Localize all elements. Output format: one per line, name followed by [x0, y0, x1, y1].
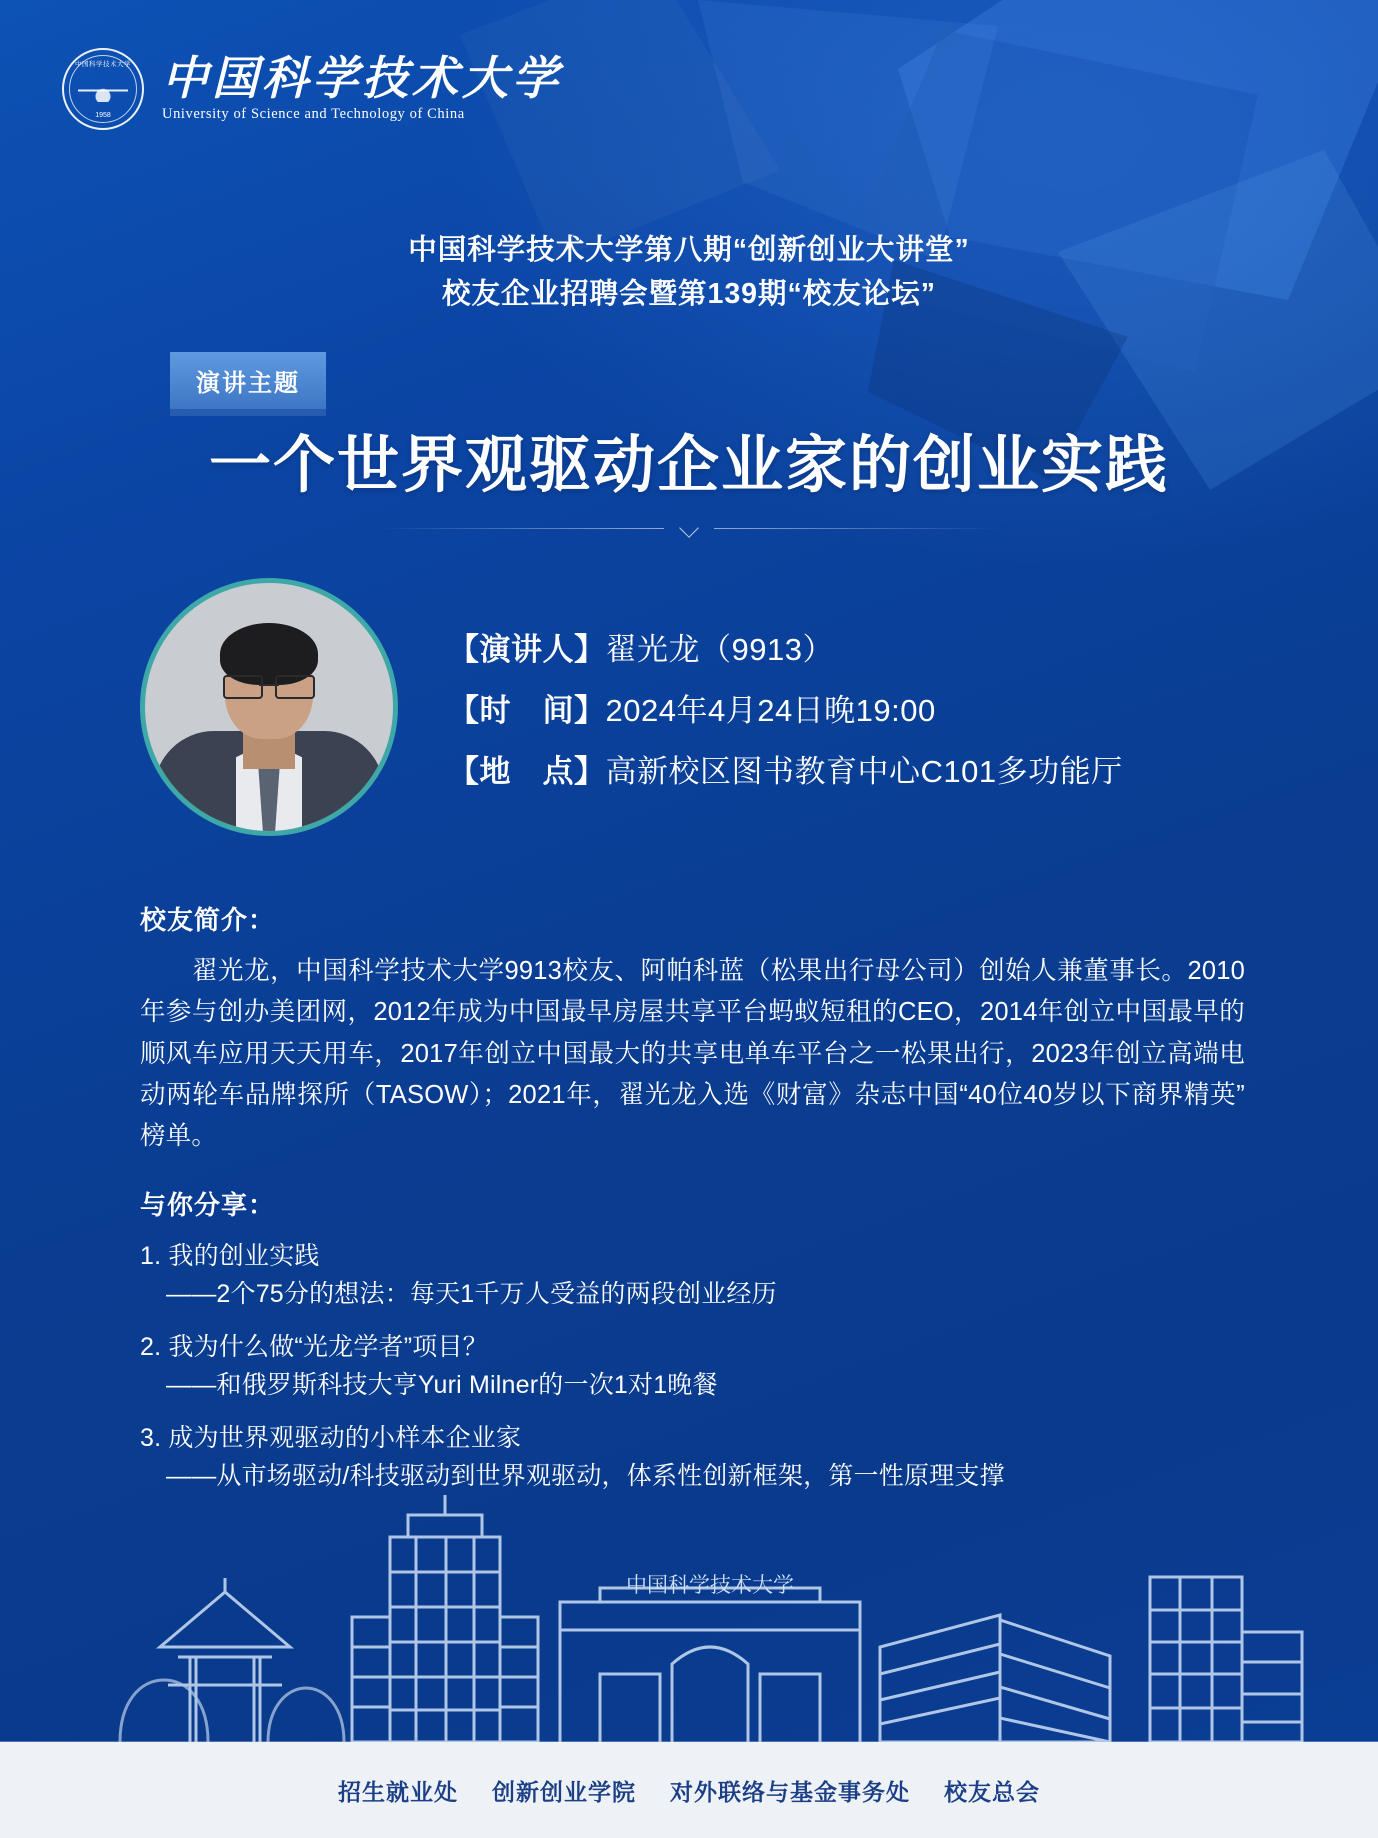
time-value: 2024年4月24日晚19:00	[605, 692, 936, 728]
share-heading: 与你分享：	[140, 1190, 276, 1220]
bio-section	[140, 900, 1245, 1157]
speaker-label: 【演讲人】	[448, 631, 606, 667]
academic-tower-icon	[352, 1495, 538, 1742]
speaker-value: 翟光龙（9913）	[605, 631, 834, 667]
topic-badge: 演讲主题	[170, 352, 326, 409]
share-item-detail: ——从市场驱动/科技驱动到世界观驱动，体系性创新框架，第一性原理支撑	[166, 1461, 1005, 1490]
speaker-block	[140, 578, 1123, 836]
bio-heading: 校友简介：	[140, 905, 276, 935]
event-title-block	[0, 228, 1378, 316]
share-item-question: 3. 成为世界观驱动的小样本企业家	[140, 1424, 522, 1452]
chevron-down-icon	[679, 518, 699, 538]
seal-emblem-icon	[78, 74, 128, 102]
bio-text: 翟光龙，中国科学技术大学9913校友、阿帕科蓝（松果出行母公司）创始人兼董事长。2010年参与创办美团网，2012年成为中国最早房屋共享平台蚂蚁短租的CEO，2014年创立中国最早的顺风车应用天天用车，2017年创立中国最大的共享电单车平台之一松果出行，2023年创立高端电动两轮车品牌探所（TASOW）；2021年，翟光龙入选《财富》杂志中国“40位40岁以下商界精英”榜单。	[140, 957, 1245, 1151]
modern-building-icon	[880, 1615, 1110, 1742]
university-logo	[62, 48, 562, 130]
event-title-line1: 中国科学技术大学第八期“创新创业大讲堂”	[408, 234, 970, 266]
share-item-question: 2. 我为什么做“光龙学者”项目？	[140, 1333, 488, 1361]
share-item-detail: ——2个75分的想法：每天1千万人受益的两段创业经历	[166, 1279, 777, 1308]
decorative-facet-4	[698, 0, 998, 260]
place-row	[448, 746, 1123, 791]
tree-icons	[120, 1680, 344, 1742]
share-item-question: 1. 我的创业实践	[140, 1242, 320, 1270]
share-item	[140, 1238, 1245, 1313]
speaker-avatar	[140, 578, 398, 836]
campus-gate-icon	[560, 1588, 860, 1742]
place-value: 高新校区图书教育中心C101多功能厅	[605, 753, 1123, 789]
footer-item-external-liaison[interactable]: 对外联络与基金事务处	[670, 1778, 910, 1805]
footer-bar	[0, 1742, 1378, 1838]
footer-item-alumni-association[interactable]: 校友总会	[944, 1778, 1040, 1805]
place-label: 【地 点】	[448, 753, 606, 789]
event-title-line2: 校友企业招聘会暨第139期“校友论坛”	[441, 278, 937, 311]
time-row	[448, 685, 1123, 730]
divider-line-left	[379, 528, 664, 529]
avatar-glasses-icon	[221, 675, 317, 697]
gate-inscription: 中国科学技术大学	[626, 1573, 794, 1597]
decorative-facet-6	[460, 0, 780, 260]
university-seal-icon	[62, 48, 144, 130]
university-name-en: University of Science and Technology of China	[162, 105, 465, 122]
footer-item-admissions[interactable]: 招生就业处	[338, 1778, 458, 1805]
seal-top-text: 中国科学技术大学	[75, 61, 131, 68]
section-divider	[379, 528, 999, 550]
university-logo-text	[162, 52, 562, 123]
share-item-detail: ——和俄罗斯科技大亨Yuri Milner的一次1对1晚餐	[166, 1370, 718, 1399]
tower-building-icon	[1150, 1577, 1302, 1742]
share-item	[140, 1420, 1245, 1495]
university-name-cn: 中国科学技术大学	[162, 52, 562, 104]
time-label: 【时 间】	[448, 692, 606, 728]
decorative-facet-2	[838, 30, 1258, 390]
share-item	[140, 1329, 1245, 1404]
speaker-info	[448, 624, 1123, 791]
pavilion-icon	[160, 1578, 290, 1742]
divider-line-right	[714, 528, 999, 529]
footer-item-innovation-college[interactable]: 创新创业学院	[492, 1778, 636, 1805]
seal-year-text: 1958	[95, 112, 111, 119]
share-section	[140, 1185, 1245, 1495]
topic-title: 一个世界观驱动企业家的创业实践	[208, 431, 1169, 500]
speaker-row	[448, 624, 1123, 669]
